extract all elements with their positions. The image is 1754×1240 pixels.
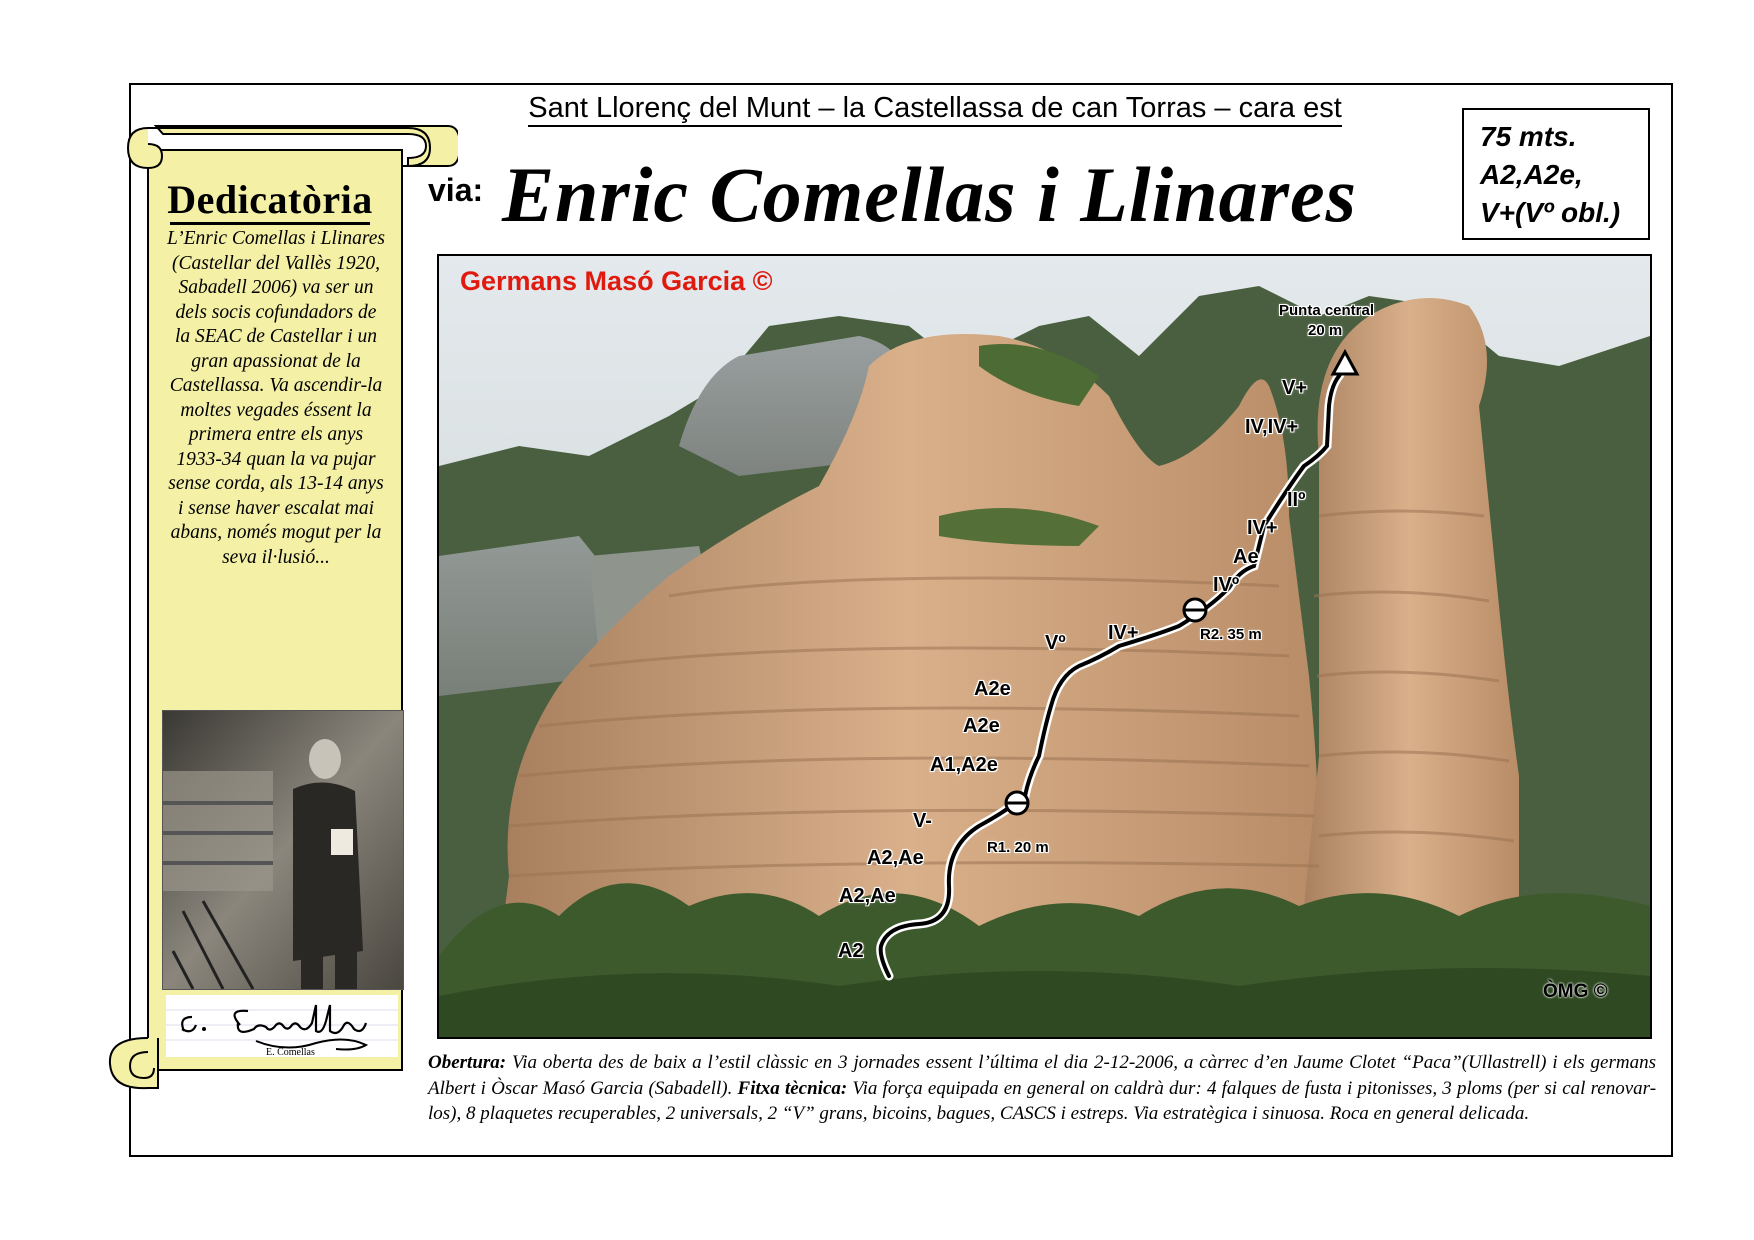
- dedication-title: Dedicatòria: [167, 177, 373, 222]
- pitch-grade: A2e: [963, 715, 1000, 737]
- pitch-grade: V+: [1282, 377, 1308, 399]
- dedication-text: L’Enric Comellas i Llinares (Castellar del Vallès 1920, Sabadell 2006) va ser un dels socis cofundadors de la SEAC de Castellar i un gran apassionat de la Castellassa. Va ascendir-la moltes vegades éssent la primera entre els anys 1933-34 quan la va pujar sense corda, als 13-14 anys i sense haver escalat mai abans, només mogut per la seva il·lusió...: [167, 228, 385, 568]
- historic-portrait-photo: [162, 710, 404, 990]
- opening-text: Via oberta des de baix a l’estil clàssic en 3 jornades essent l’última el dia 2-12-2006, a càrrec d’en Jaume Clotet “Paca”(Ullastrell) i els germans Albert i Òscar Masó Garcia (Sabadell).: [428, 1052, 1657, 1099]
- pitch-grade: IV+: [1108, 622, 1139, 644]
- route-description: [428, 1050, 1656, 1127]
- route-name-title: Enric Comellas i Llinares: [502, 151, 1357, 238]
- location-subtitle: Sant Llorenç del Munt – la Castellassa de can Torras – cara est: [430, 92, 1440, 125]
- pitch-grade: IV,IV+: [1245, 416, 1299, 438]
- opening-label: Obertura:: [428, 1052, 507, 1073]
- pitch-grade: A2,Ae: [867, 847, 924, 869]
- dedication-divider: [170, 222, 370, 225]
- handwritten-signature: [166, 995, 398, 1057]
- photo-watermark: ÒMG ©: [1543, 981, 1608, 1002]
- pitch-grade: IV+: [1247, 517, 1278, 539]
- summit-height: 20 m: [1308, 322, 1343, 339]
- summit-label: Punta central: [1279, 302, 1375, 319]
- pitch-grade: A1,A2e: [930, 754, 998, 776]
- pitch-grade: IIº: [1287, 489, 1306, 511]
- tech-text: Via força equipada en general on caldrà dur: 4 falques de fusta i pitonisses, 3 ploms (per si cal renovar-los), 8 plaquetes recuperables, 2 universals, 2 “V” grans, bicoins, bagues, CASCS i estreps. Via estratègica i sinuosa. Roca en general delicada.: [428, 1077, 1657, 1124]
- route-free-grade: V+(Vº obl.): [1480, 197, 1621, 228]
- route-length: 75 mts.: [1480, 121, 1577, 152]
- grade-box: [1462, 108, 1650, 240]
- belay-label-r2: R2. 35 m: [1200, 626, 1262, 643]
- pitch-grade: Vº: [1045, 632, 1066, 654]
- pitch-grade: V-: [913, 810, 932, 832]
- belay-label-r1: R1. 20 m: [987, 839, 1049, 856]
- via-label: via:: [428, 172, 484, 208]
- pitch-grade: Ae: [1233, 546, 1259, 568]
- signature-caption: E. Comellas: [266, 1047, 315, 1057]
- pitch-grade: A2,Ae: [839, 885, 896, 907]
- photo-copyright: Germans Masó Garcia ©: [460, 266, 773, 296]
- tech-label: Fitxa tècnica:: [737, 1077, 848, 1099]
- route-aid-grade: A2,A2e,: [1480, 159, 1583, 190]
- pitch-grade: A2e: [974, 678, 1011, 700]
- pitch-grade: A2: [838, 940, 864, 962]
- pitch-grade: IVº: [1213, 574, 1240, 596]
